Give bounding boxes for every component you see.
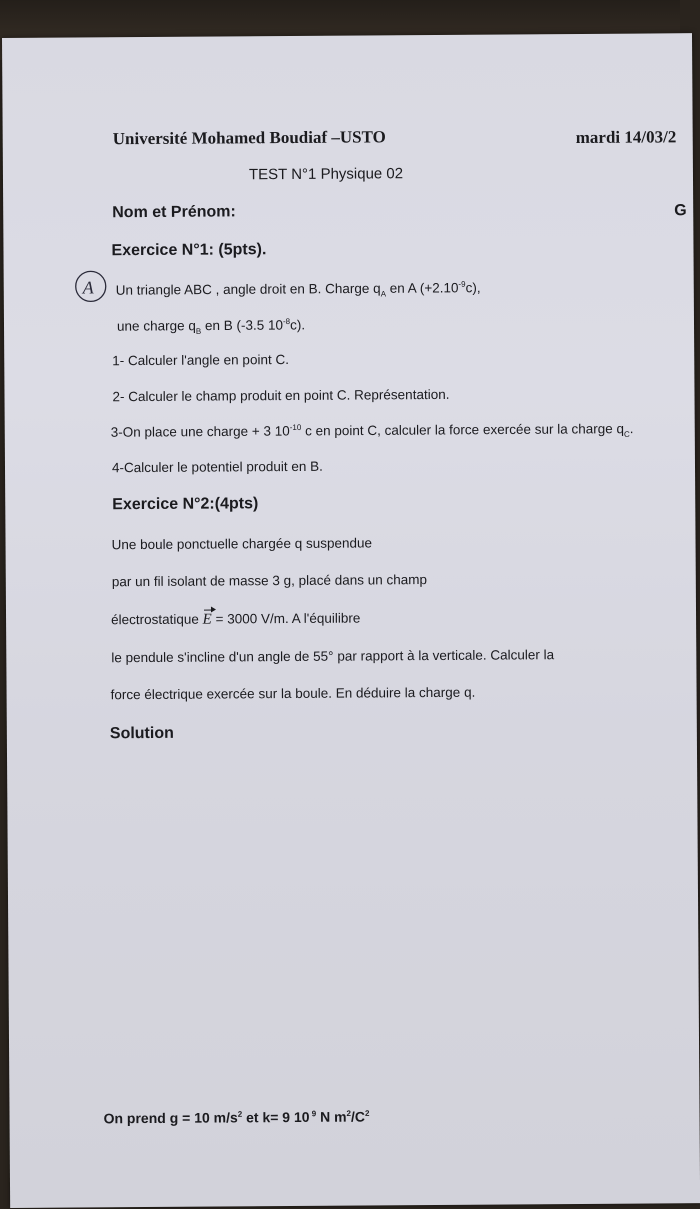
solution-label: Solution (109, 724, 174, 743)
name-label: Nom et Prénom: (112, 203, 236, 222)
ex1-question-4: 4-Calculer le potentiel produit en B. (111, 458, 323, 476)
exercise-1-title: Exercice N°1: (5pts). (111, 241, 267, 260)
ex2-line-1: Une boule ponctuelle chargée q suspendue (111, 535, 373, 553)
exam-date: mardi 14/03/2 (575, 127, 677, 147)
ex2-line-2: par un fil isolant de masse 3 g, placé dans un champ (111, 572, 428, 590)
ex1-question-3: 3-On place une charge + 3 $10^{-10}$ c en point C, calculer la force exercée sur la charge $q_C$. (110, 421, 634, 440)
exam-sheet (2, 33, 700, 1208)
ex2-line-5: force électrique exercée sur la boule. En déduire la charge q. (110, 684, 476, 703)
ex1-line-2: une charge $q_B$ en B (-3.5 $10^{-8}c$). (116, 316, 306, 336)
test-title: TEST N°1 Physique 02 (248, 165, 404, 184)
exercise-2-title: Exercice N°2:(4pts) (112, 495, 259, 514)
ex1-question-2: 2- Calculer le champ produit en point C. Représentation. (112, 386, 450, 405)
ex1-line-1: Un triangle ABC , angle droit en B. Charge $q_A$ en A $(+2.10^{-9}c)$, (115, 279, 481, 299)
ex2-line-4: le pendule s'incline d'un angle de 55° par rapport à la verticale. Calculer la (111, 647, 555, 666)
ex2-line-3: électrostatique E = 3000 V/m. A l'équilibre (111, 610, 361, 628)
ex1-question-1: 1- Calculer l'angle en point C. (112, 352, 289, 369)
right-edge-letter: G (674, 202, 687, 220)
svg-text:A: A (82, 277, 94, 298)
handwritten-circle-mark (74, 269, 108, 303)
footer-constants: On prend g = 10 $m/s^2$ et k= 9 10 $^9$ N $m^2/C^2$ (103, 1108, 370, 1127)
electric-field-vector: E (202, 611, 212, 628)
university-name: Université Mohamed Boudiaf –USTO (112, 127, 386, 149)
